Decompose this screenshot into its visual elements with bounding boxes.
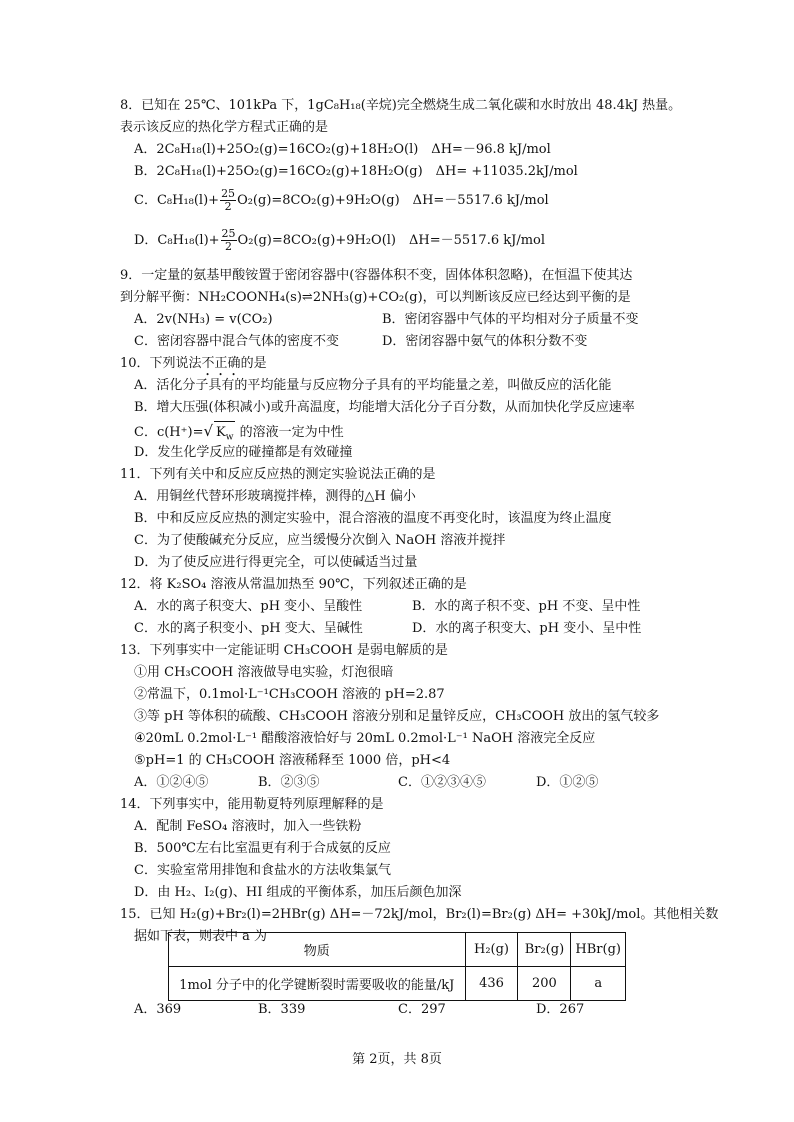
q8-option-c-pre: C．C₈H₁₈(l)+ — [134, 193, 220, 208]
q13-option-a: A．①②④⑤ — [134, 775, 209, 790]
table-cell: 200 — [518, 967, 571, 1001]
q13-statement-5: ⑤pH=1 的 CH₃COOH 溶液稀释至 1000 倍，pH<4 — [134, 753, 451, 768]
table-header-cell: 物质 — [169, 933, 466, 967]
q15-stem-line1: 15．已知 H₂(g)+Br₂(l)=2HBr(g) ΔH=－72kJ/mol，Br₂(l)=Br₂(g) ΔH= +30kJ/mol。其他相关数 — [120, 907, 719, 922]
table-row — [169, 967, 626, 1001]
q13-statement-3: ③等 pH 等体积的硫酸、CH₃COOH 溶液分别和足量锌反应，CH₃COOH 放出的氢气较多 — [134, 709, 660, 724]
q10-stem-emphasis: 不正确 — [201, 356, 241, 371]
q15-option-b: B．339 — [258, 1002, 306, 1017]
fraction — [221, 228, 237, 253]
q11-option-a: A．用铜丝代替环形玻璃搅拌棒，测得的△H 偏小 — [134, 489, 416, 504]
q14-option-a: A．配制 FeSO₄ 溶液时，加入一些铁粉 — [134, 819, 362, 834]
q13-option-d: D．①②⑤ — [536, 775, 599, 790]
q13-option-c: C．①②③④⑤ — [398, 775, 486, 790]
fraction-numerator: 25 — [221, 227, 236, 240]
q9-stem-line2: 到分解平衡：NH₂COONH₄(s)⇌2NH₃(g)+CO₂(g)，可以判断该反应已经达到平衡的是 — [120, 290, 631, 305]
q13-stem: 13．下列事实中一定能证明 CH₃COOH 是弱电解质的是 — [120, 643, 448, 658]
q12-option-c: C．水的离子积变小、pH 变大、呈碱性 — [134, 621, 363, 636]
q15-option-d: D．267 — [536, 1002, 585, 1017]
kw-sub: w — [225, 432, 234, 443]
q8-option-b: B．2C₈H₁₈(l)+25O₂(g)=16CO₂(g)+18H₂O(g) ΔH= +11035.2kJ/mol — [134, 164, 578, 179]
q8-stem-line2: 表示该反应的热化学方程式正确的是 — [120, 120, 329, 135]
q13-statement-1: ①用 CH₃COOH 溶液做导电实验，灯泡很暗 — [134, 665, 394, 680]
q8-option-d-pre: D．C₈H₁₈(l)+ — [134, 233, 220, 248]
q9-option-a: A．2v(NH₃) = v(CO₂) — [134, 312, 273, 327]
q8-option-c-post: O₂(g)=8CO₂(g)+9H₂O(g) ΔH=－5517.6 kJ/mol — [237, 193, 549, 208]
q12-option-d: D．水的离子积变大、pH 变小、呈中性 — [412, 621, 642, 636]
q9-option-d: D．密闭容器中氨气的体积分数不变 — [382, 334, 588, 349]
q8-stem-line1: 8．已知在 25℃、101kPa 下，1gC₈H₁₈(辛烷)完全燃烧生成二氧化碳和水时放出 48.4kJ 热量。 — [120, 98, 682, 113]
q11-option-b: B．中和反应反应热的测定实验中，混合溶液的温度不再变化时，该温度为终止温度 — [134, 511, 612, 526]
bond-energy-table — [168, 932, 626, 1001]
q10-option-c-pre: C．c(H⁺)= — [134, 425, 204, 440]
q9-stem-line1: 9．一定量的氨基甲酸铵置于密闭容器中(容器体积不变，固体体积忽略)，在恒温下使其达 — [120, 268, 633, 283]
kw-k: K — [216, 425, 226, 440]
q15-option-c: C．297 — [398, 1002, 446, 1017]
q14-option-b: B．500℃左右比室温更有利于合成氨的反应 — [134, 841, 391, 856]
q12-option-b: B．水的离子积不变、pH 不变、呈中性 — [412, 599, 641, 614]
q8-option-a: A．2C₈H₁₈(l)+25O₂(g)=16CO₂(g)+18H₂O(l) ΔH=－96.8 kJ/mol — [134, 142, 551, 157]
fraction — [220, 188, 236, 213]
fraction-numerator: 25 — [221, 187, 236, 200]
q11-stem: 11．下列有关中和反应反应热的测定实验说法正确的是 — [120, 467, 436, 482]
table-header-cell: Br₂(g) — [518, 933, 571, 967]
q14-option-c: C．实验室常用排饱和食盐水的方法收集氯气 — [134, 863, 391, 878]
q15-stem-line2: 据如下表，则表中 a 为 — [134, 929, 268, 944]
fraction-denominator: 2 — [224, 200, 232, 213]
q13-statement-4: ④20mL 0.2mol·L⁻¹ 醋酸溶液恰好与 20mL 0.2mol·L⁻¹ NaOH 溶液完全反应 — [134, 731, 596, 746]
q9-option-c: C．密闭容器中混合气体的密度不变 — [134, 334, 339, 349]
q8-option-d — [134, 227, 545, 255]
q10-stem-pre: 10．下列说法 — [120, 356, 202, 371]
q8-option-d-post: O₂(g)=8CO₂(g)+9H₂O(l) ΔH=－5517.6 kJ/mol — [237, 233, 546, 248]
q8-option-c — [134, 187, 549, 215]
q13-statement-2: ②常温下，0.1mol·L⁻¹CH₃COOH 溶液的 pH=2.87 — [134, 687, 445, 702]
q10-option-d: D．发生化学反应的碰撞都是有效碰撞 — [134, 445, 353, 460]
q11-option-c: C．为了使酸碱充分反应，应当缓慢分次倒入 NaOH 溶液并搅拌 — [134, 533, 506, 548]
table-header-row — [169, 933, 626, 967]
q12-option-a: A．水的离子积变大、pH 变小、呈酸性 — [134, 599, 363, 614]
table-header-cell: HBr(g) — [571, 933, 626, 967]
q10-stem-post: 的是 — [240, 356, 267, 371]
page-footer: 第 2页，共 8页 — [352, 1052, 442, 1067]
q11-option-d: D．为了使反应进行得更完全，可以使碱适当过量 — [134, 555, 418, 570]
q10-option-a: A．活化分子具有的平均能量与反应物分子具有的平均能量之差，叫做反应的活化能 — [134, 378, 612, 393]
q14-option-d: D．由 H₂、I₂(g)、HI 组成的平衡体系，加压后颜色加深 — [134, 885, 462, 900]
table-cell: 436 — [465, 967, 518, 1001]
q10-option-c-post: 的溶液一定为中性 — [235, 425, 344, 440]
table-cell: a — [571, 967, 626, 1001]
q9-option-b: B．密闭容器中气体的平均相对分子质量不变 — [382, 312, 639, 327]
table-cell: 1mol 分子中的化学键断裂时需要吸收的能量/kJ — [169, 967, 466, 1001]
fraction-denominator: 2 — [225, 240, 233, 253]
table-header-cell: H₂(g) — [465, 933, 518, 967]
q15-option-a: A．369 — [134, 1002, 182, 1017]
q14-stem: 14．下列事实中，能用勒夏特列原理解释的是 — [120, 797, 384, 812]
q13-option-b: B．②③⑤ — [258, 775, 320, 790]
q12-stem: 12．将 K₂SO₄ 溶液从常温加热至 90℃，下列叙述正确的是 — [120, 577, 467, 592]
q10-option-b: B．增大压强(体积减小)或升高温度，均能增大活化分子百分数，从而加快化学反应速率 — [134, 400, 635, 415]
sqrt-symbol: √ — [203, 422, 214, 440]
q10-stem — [120, 356, 267, 379]
